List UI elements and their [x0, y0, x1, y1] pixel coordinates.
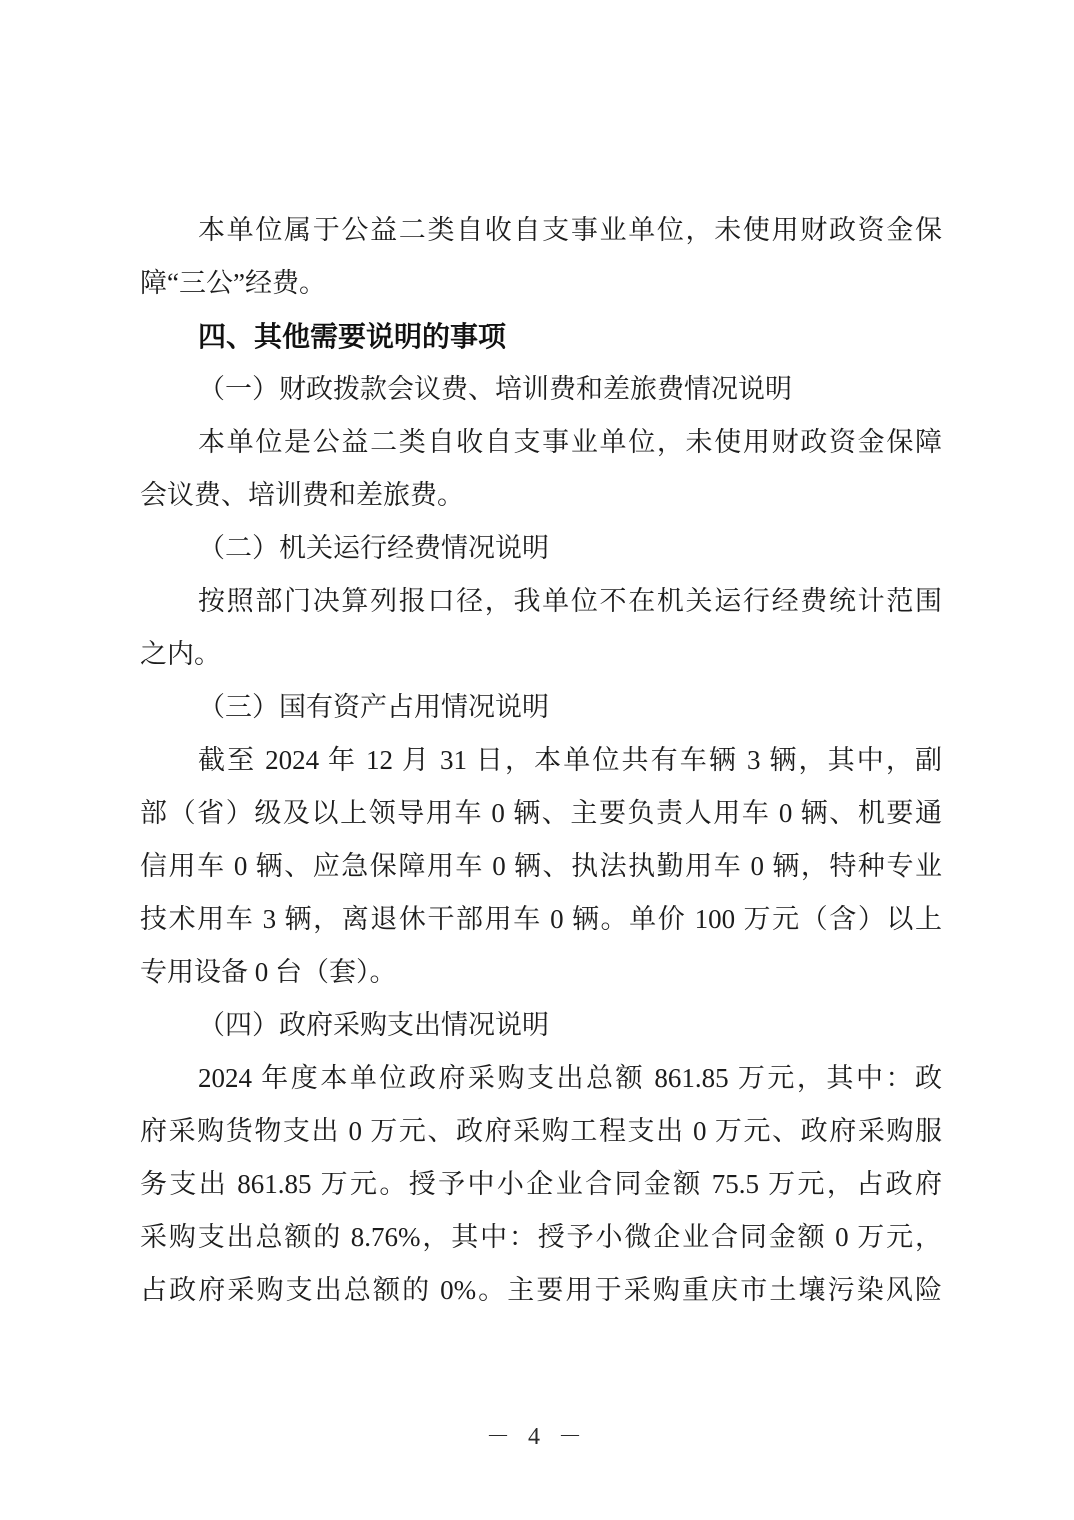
- body-text-line: 2024 年度本单位政府采购支出总额 861.85 万元，其中：政: [198, 1063, 942, 1093]
- body-text-line: 采购支出总额的 8.76%，其中：授予小微企业合同金额 0 万元，: [140, 1222, 942, 1252]
- page-number: － 4 －: [486, 1424, 588, 1450]
- body-text-line: 专用设备 0 台（套）。: [140, 957, 397, 987]
- body-text-line: 府采购货物支出 0 万元、政府采购工程支出 0 万元、政府采购服: [140, 1116, 942, 1146]
- body-text-line: 截至 2024 年 12 月 31 日，本单位共有车辆 3 辆，其中，副: [198, 745, 942, 775]
- subsection-heading: （三）国有资产占用情况说明: [198, 692, 549, 722]
- section-heading: 四、其他需要说明的事项: [198, 321, 507, 352]
- body-text-line: 障“三公”经费。: [140, 268, 326, 298]
- subsection-heading: （四）政府采购支出情况说明: [198, 1010, 549, 1040]
- body-text-line: 之内。: [140, 639, 221, 669]
- body-text-line: 会议费、培训费和差旅费。: [140, 480, 464, 510]
- subsection-heading: （二）机关运行经费情况说明: [198, 533, 549, 563]
- body-text-line: 本单位属于公益二类自收自支事业单位，未使用财政资金保: [198, 215, 942, 245]
- body-text-line: 务支出 861.85 万元。授予中小企业合同金额 75.5 万元，占政府: [140, 1169, 942, 1199]
- document-body: [140, 204, 942, 1317]
- body-text-line: 信用车 0 辆、应急保障用车 0 辆、执法执勤用车 0 辆，特种专业: [140, 851, 942, 881]
- body-text-line: 占政府采购支出总额的 0%。主要用于采购重庆市土壤污染风险: [140, 1275, 942, 1305]
- subsection-heading: （一）财政拨款会议费、培训费和差旅费情况说明: [198, 374, 792, 404]
- body-text-line: 部（省）级及以上领导用车 0 辆、主要负责人用车 0 辆、机要通: [140, 798, 942, 828]
- body-text-line: 本单位是公益二类自收自支事业单位，未使用财政资金保障: [198, 427, 942, 457]
- body-text-line: 技术用车 3 辆，离退休干部用车 0 辆。单价 100 万元（含）以上: [140, 904, 942, 934]
- body-text-line: 按照部门决算列报口径，我单位不在机关运行经费统计范围: [198, 586, 942, 616]
- page-footer: [0, 1416, 1074, 1451]
